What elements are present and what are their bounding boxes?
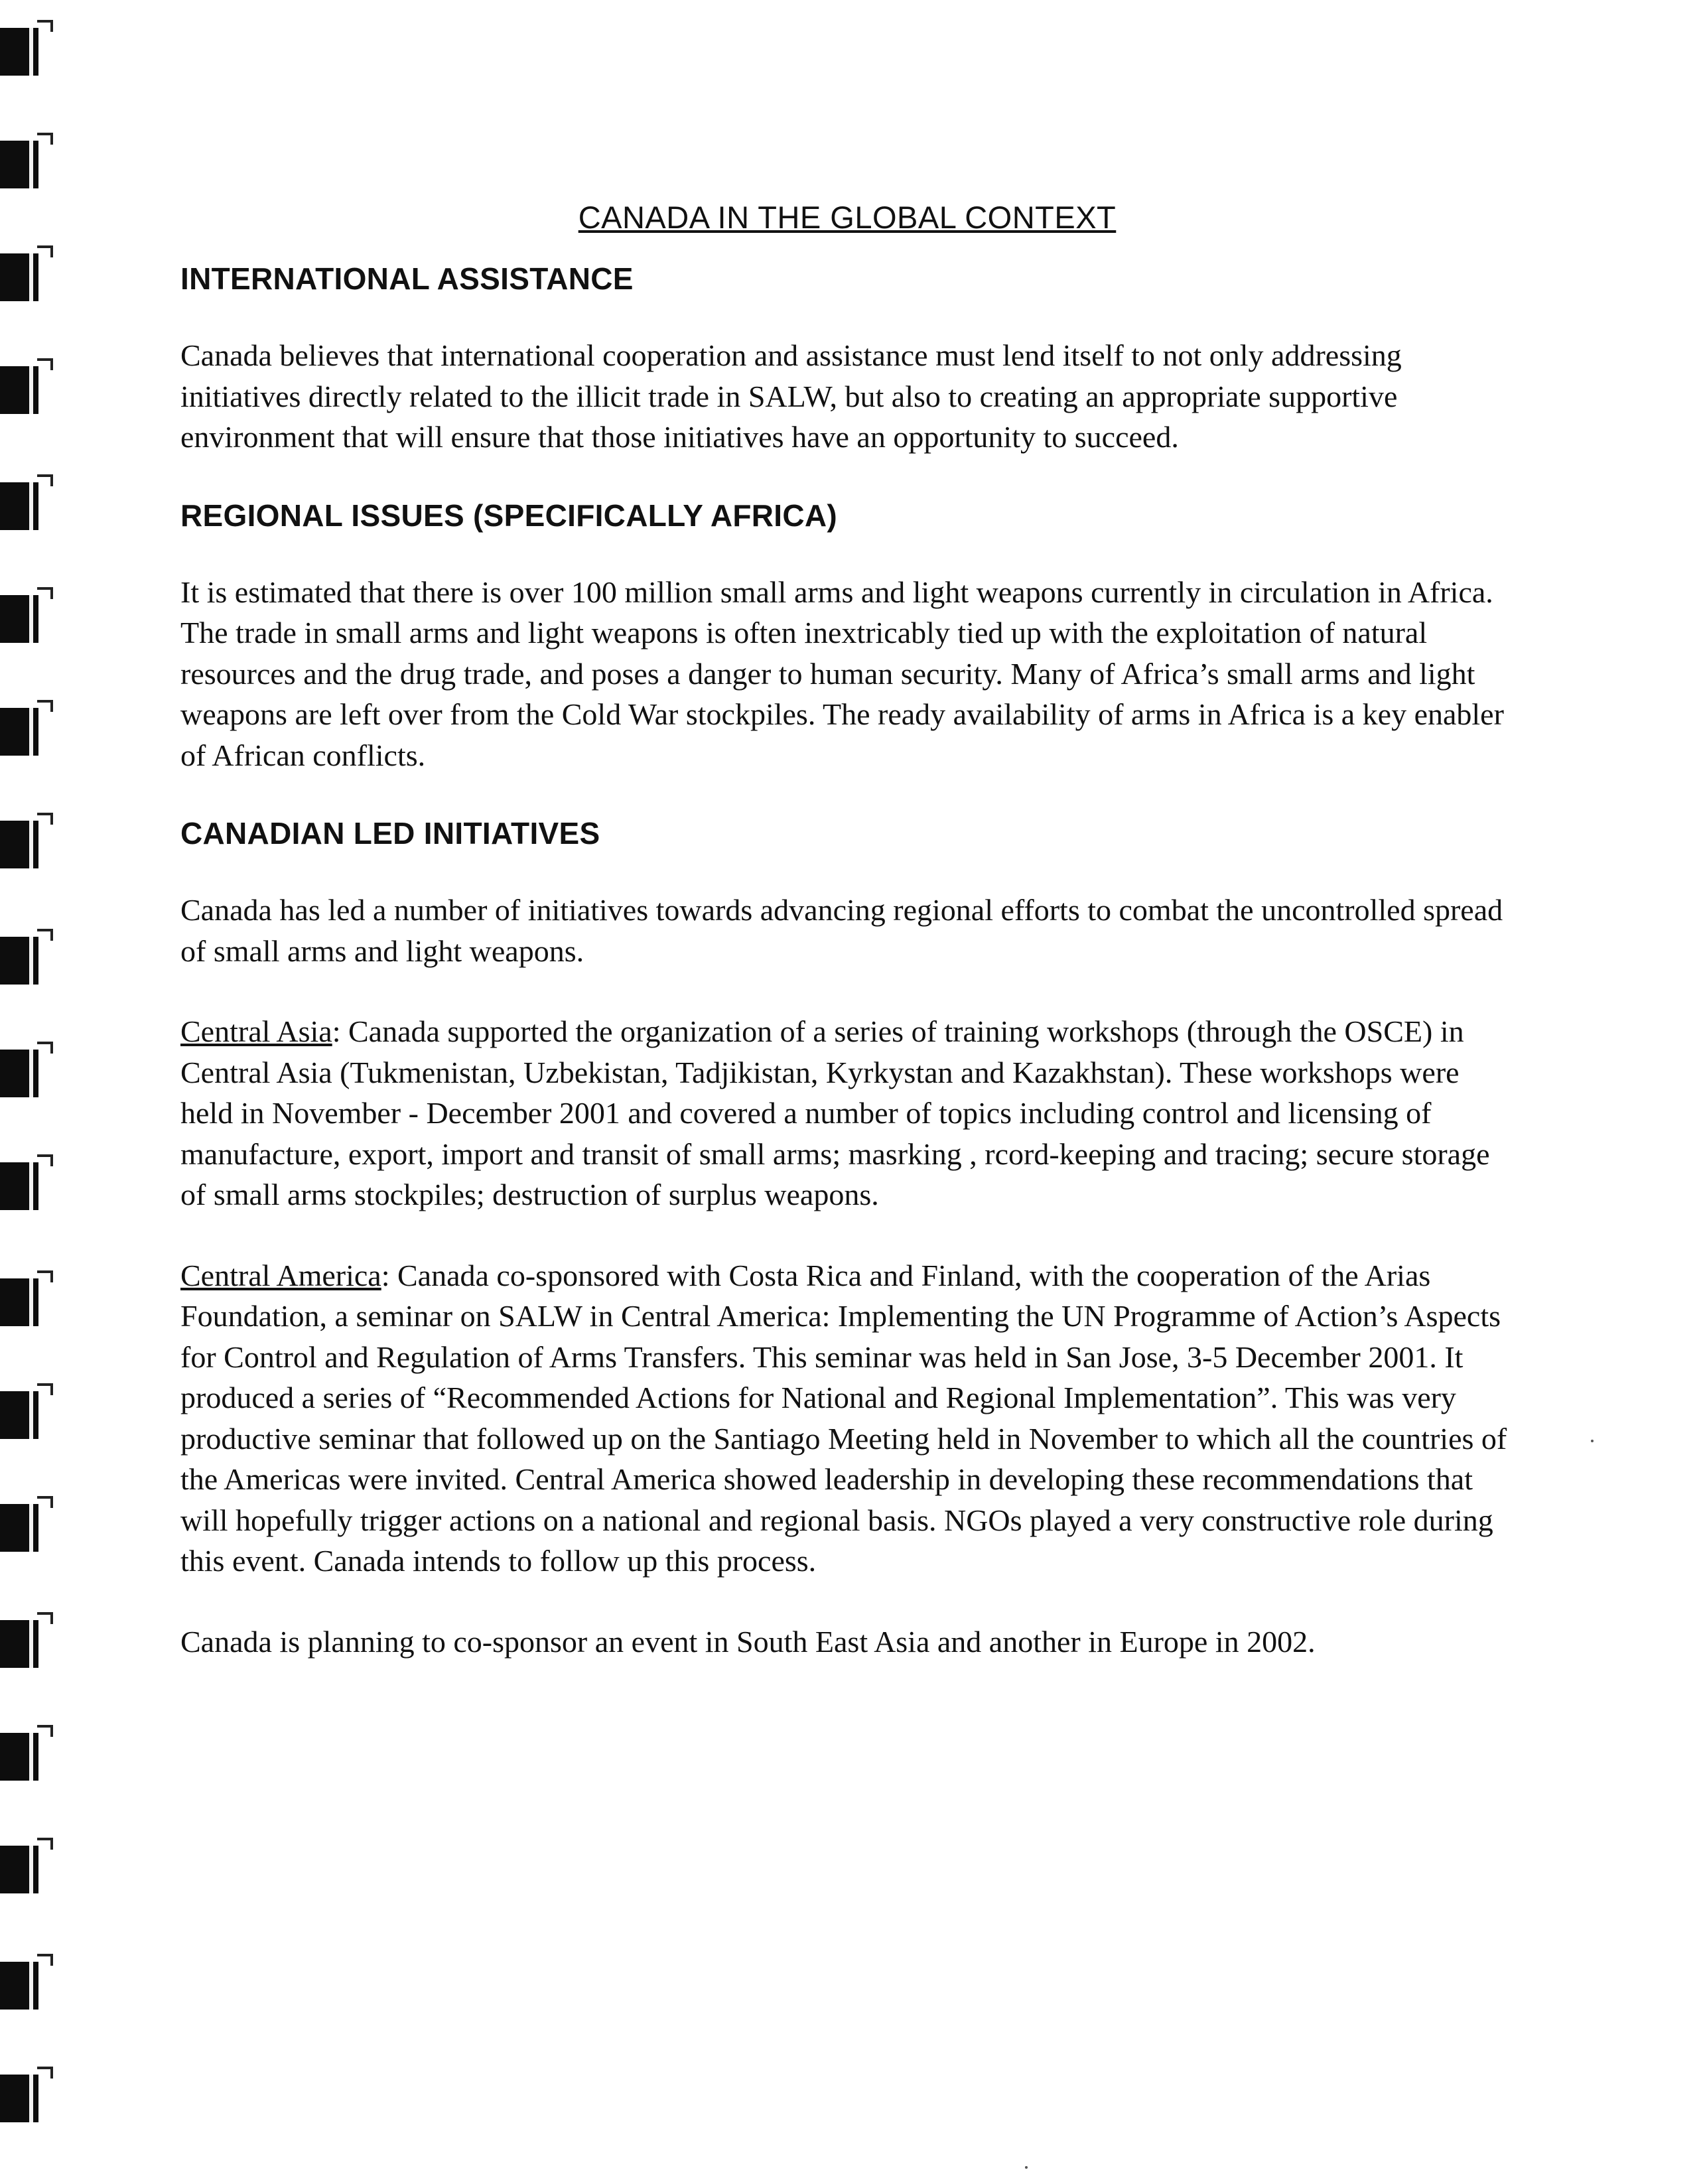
central-asia-paragraph — [180, 1011, 1514, 1215]
binding-ring — [0, 1383, 52, 1443]
central-america-text: : Canada co-sponsored with Costa Rica and Finland, with the cooperation of the Arias Foundation, a seminar on SALW in Central America: Implementing the UN Programme of Action’s Aspects for Control and Regulation of Arms Transfers. This seminar was held in San Jose, 3-5 December 2001. It produced a series of “Recommended Actions for National and Regional Implementation”. This was very productive seminar that followed up on the Santiago Meeting held in November to which all the countries of the Americas were invited. Central America showed leadership in developing these recommendations that will hopefully trigger actions on a national and regional basis. NGOs played a very constructive role during this event. Canada intends to follow up this process. — [180, 1258, 1507, 1578]
section-heading-international-assistance: INTERNATIONAL ASSISTANCE — [180, 261, 634, 296]
central-asia-label: Central Asia — [180, 1014, 332, 1048]
regional-issues-paragraph: It is estimated that there is over 100 million small arms and light weapons currently in circulation in Africa. The trade in small arms and light weapons is often inextricably tied up with the exploitation of natural resources and the drug trade, and poses a danger to human security. Many of Africa’s small arms and light weapons are left over from the Cold War stockpiles. The ready availability of arms in Africa is a key enabler of African conflicts. — [180, 575, 1504, 772]
binding-ring — [0, 2067, 52, 2126]
central-asia-text: : Canada supported the organization of a series of training workshops (through the OSCE) in Central Asia (Tukmenistan, Uzbekistan, Tadjikistan, Kyrkystan and Kazakhstan). These workshops were held in November - December 2001 and covered a number of topics including control and licensing of manufacture, export, import and transit of small arms; masrking , rcord-keeping and tracing; secure storage of small arms stockpiles; destruction of surplus weapons. — [180, 1014, 1490, 1211]
binding-ring — [0, 358, 52, 418]
binding-ring — [0, 1042, 52, 1101]
binding-ring — [0, 813, 52, 872]
binding-ring — [0, 929, 52, 989]
scan-speck — [1591, 1440, 1594, 1442]
document-body — [180, 199, 1514, 1702]
central-america-label: Central America — [180, 1258, 381, 1292]
binding-ring — [0, 1838, 52, 1897]
binding-ring — [0, 1612, 52, 1672]
section-heading-regional-issues: REGIONAL ISSUES (SPECIFICALLY AFRICA) — [180, 498, 837, 533]
binding-ring — [0, 1496, 52, 1556]
document-title: CANADA IN THE GLOBAL CONTEXT — [578, 200, 1117, 235]
binding-ring — [0, 133, 52, 192]
section-heading-canadian-led-initiatives: CANADIAN LED INITIATIVES — [180, 816, 600, 851]
closing-paragraph: Canada is planning to co-sponsor an event in South East Asia and another in Europe in 2002. — [180, 1624, 1316, 1659]
spiral-binding — [0, 0, 60, 2184]
central-america-paragraph — [180, 1255, 1514, 1582]
international-assistance-paragraph: Canada believes that international cooperation and assistance must lend itself to not only addressing initiatives directly related to the illicit trade in SALW, but also to creating an appropriate supportive environment that will ensure that those initiatives have an opportunity to succeed. — [180, 338, 1402, 454]
binding-ring — [0, 20, 52, 80]
binding-ring — [0, 1270, 52, 1330]
binding-ring — [0, 700, 52, 760]
binding-ring — [0, 245, 52, 305]
binding-ring — [0, 587, 52, 647]
binding-ring — [0, 1725, 52, 1785]
binding-ring — [0, 474, 52, 534]
binding-ring — [0, 1954, 52, 2013]
binding-ring — [0, 1154, 52, 1214]
scan-speck — [1025, 2166, 1028, 2169]
initiatives-intro-paragraph: Canada has led a number of initiatives towards advancing regional efforts to combat the uncontrolled spread of small arms and light weapons. — [180, 893, 1503, 968]
